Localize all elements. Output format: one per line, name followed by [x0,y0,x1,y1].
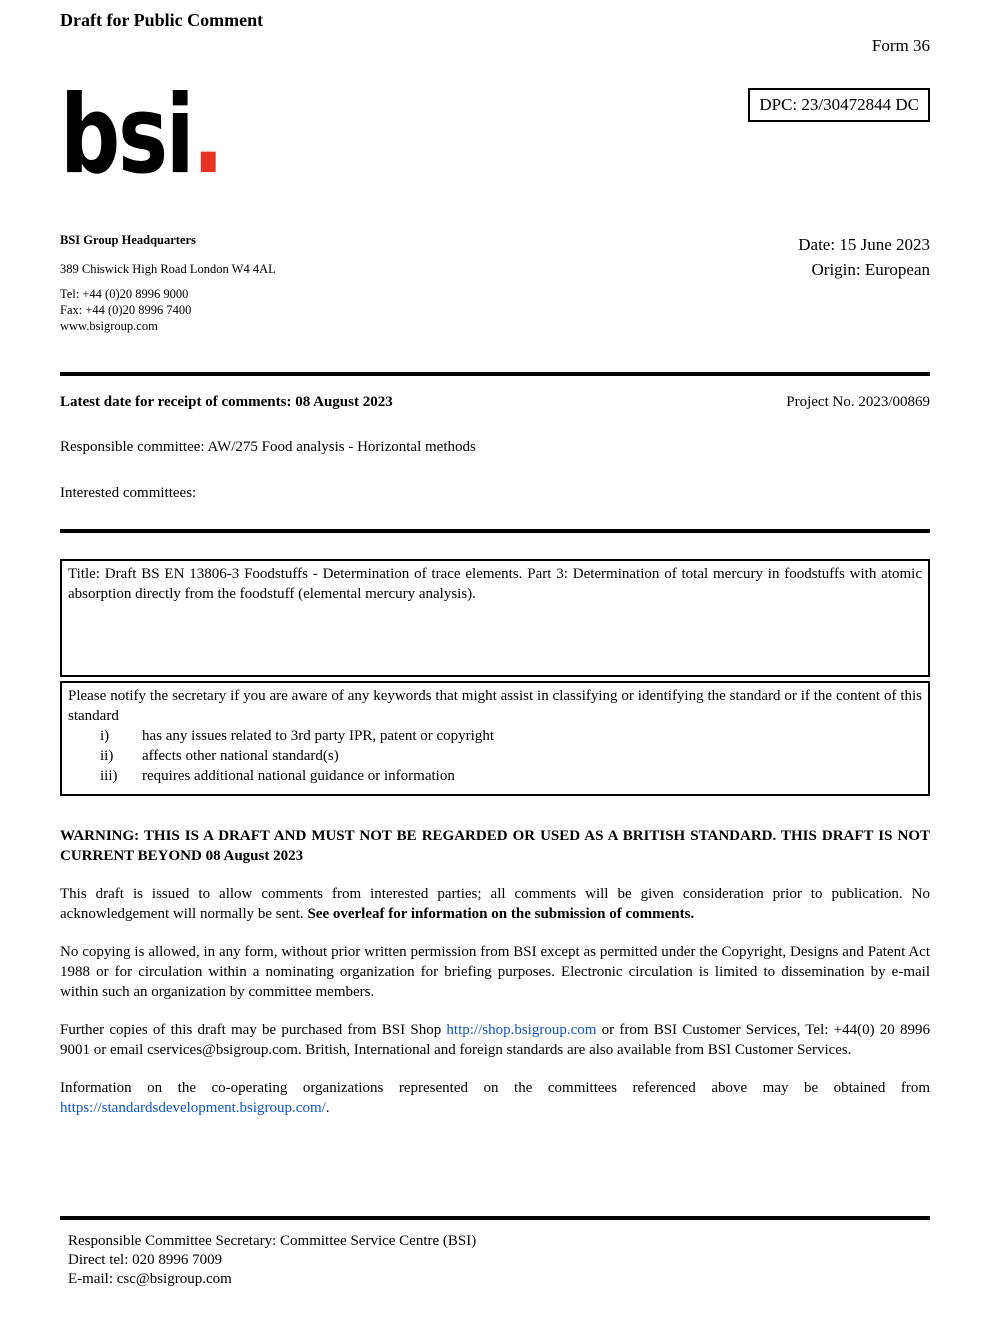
interested-committees: Interested committees: [60,485,197,501]
document-footer [60,1216,930,1289]
bsi-logo-text: bsi [60,73,193,198]
list-item-text: has any issues related to 3rd party IPR, patent or copyright [142,728,495,744]
headquarters-address [60,232,276,334]
hq-tel: Tel: +44 (0)20 8996 9000 [60,287,189,301]
list-item-label: iii) [100,768,118,784]
hq-website: www.bsigroup.com [60,319,158,333]
list-item-label: ii) [100,748,114,764]
form-number: Form 36 [871,36,930,55]
hq-street: 389 Chiswick High Road London W4 4AL [60,262,276,276]
dpc-number: DPC: 23/30472844 DC [759,95,919,114]
bsi-shop-link[interactable]: http://shop.bsigroup.com [446,1022,597,1038]
bsi-logo [60,73,222,198]
committee-secretary: Responsible Committee Secretary: Committee Service Centre (BSI) [68,1233,477,1249]
paragraph-further-copies [60,1020,930,1060]
document-origin: Origin: European [811,260,930,279]
footer-contact-block [60,1232,930,1289]
draft-for-public-comment-label: Draft for Public Comment [60,10,264,30]
divider-rule-top [60,372,930,376]
responsible-committee: Responsible committee: AW/275 Food analysis - Horizontal methods [60,439,476,455]
latest-date-for-comments: Latest date for receipt of comments: 08 August 2023 [60,394,393,410]
keywords-intro: Please notify the secretary if you are aware of any keywords that might assist in classifying or identifying the standard or if the content of this standard [68,688,922,724]
hq-title: BSI Group Headquarters [60,233,196,247]
see-overleaf-note: See overleaf for information on the submission of comments. [307,906,695,922]
date-origin-block [798,232,930,282]
divider-rule-bottom [60,1216,930,1220]
list-item [68,726,922,746]
paragraph-cooperating-orgs [60,1078,930,1118]
standards-development-link[interactable]: https://standardsdevelopment.bsigroup.com/ [60,1100,326,1116]
paragraph-text: Information on the co-operating organizations represented on the committees referenced above may be obtained from [60,1080,930,1096]
paragraph-text: This draft is issued to allow comments from interested parties; all comments will be given consideration prior to publication. No acknowledgement will normally be sent. [60,886,930,922]
list-item [68,766,922,786]
list-item-text: affects other national standard(s) [142,748,339,764]
footer-email: E-mail: csc@bsigroup.com [68,1271,232,1287]
list-item-label: i) [100,728,110,744]
paragraph-no-copying: No copying is allowed, in any form, without prior written permission from BSI except as permitted under the Copyright, Designs and Patent Act 1988 or for circulation within a nominating organization for briefing purposes. Electronic circulation is limited to dissemination by e-mail within such an organization by committee members. [60,944,930,1000]
document-date: Date: 15 June 2023 [798,235,930,254]
paragraph-text: or from BSI Customer Services, Tel: +44(0) 20 8996 9001 or email cservices@bsigroup.com. British, International and foreign standards are also available from BSI Customer Services. [60,1022,930,1058]
project-number: Project No. 2023/00869 [786,394,930,410]
hq-fax: Fax: +44 (0)20 8996 7400 [60,303,192,317]
bsi-logo-dot: . [192,73,222,198]
list-item [68,746,922,766]
list-item-text: requires additional national guidance or information [142,768,455,784]
comments-deadline-row [60,392,930,412]
divider-rule-middle [60,529,930,533]
paragraph-comments-issued [60,884,930,924]
title-box [60,559,930,677]
document-header [60,0,930,372]
draft-title: Title: Draft BS EN 13806-3 Foodstuffs - Determination of trace elements. Part 3: Determination of total mercury in foodstuffs with atomic absorption directly from the foodstuff (elemental mercury analysis). [68,566,922,602]
paragraph-text: . [325,1100,330,1116]
draft-warning: WARNING: THIS IS A DRAFT AND MUST NOT BE REGARDED OR USED AS A BRITISH STANDARD. THIS DRAFT IS NOT CURRENT BEYOND 08 August 2023 [60,828,930,864]
dpc-number-box [748,88,930,122]
paragraph-text: Further copies of this draft may be purchased from BSI Shop [60,1022,447,1038]
keywords-box [60,681,930,796]
footer-direct-tel: Direct tel: 020 8996 7009 [68,1252,223,1268]
